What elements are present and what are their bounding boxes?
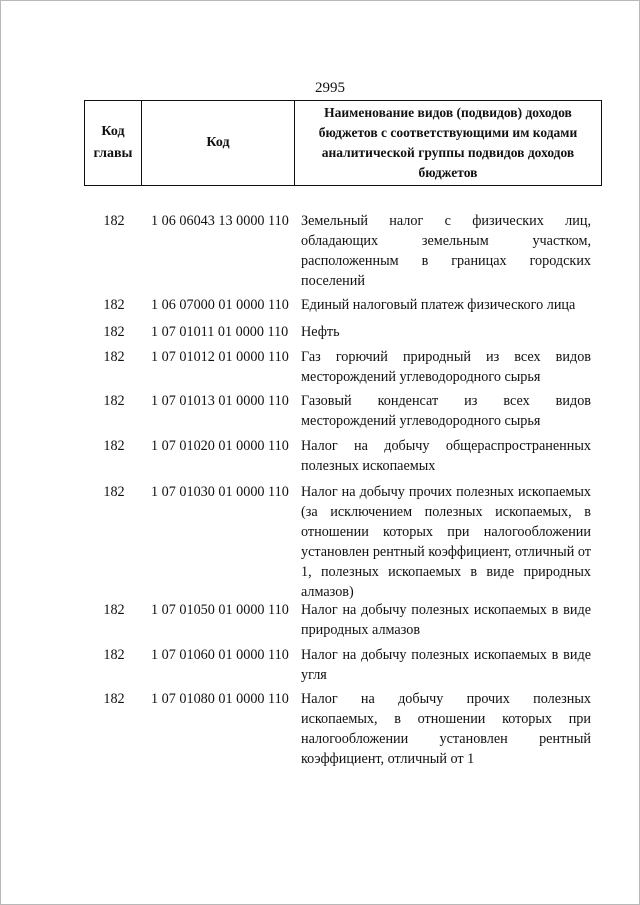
row-chapter: 182 — [103, 213, 125, 229]
row-code: 1 07 01012 01 0000 110 — [151, 349, 289, 365]
row-code: 1 06 06043 13 0000 110 — [151, 213, 289, 229]
row-name: Нефть — [301, 324, 340, 340]
row-chapter: 182 — [103, 602, 125, 618]
table-header — [84, 100, 602, 186]
row-code: 1 07 01013 01 0000 110 — [151, 393, 289, 409]
row-code: 1 07 01080 01 0000 110 — [151, 691, 289, 707]
header-name: Наименование видов (подвидов) доходов бюджетов с соответствующими им кодами аналитической группы подвидов доходов бюджетов — [318, 105, 578, 180]
row-name: Налог на добычу прочих полезных ископаемых (за исключением полезных ископаемых, в отношении которых при налогообложении установлен рентный коэффициент, отличный от 1, полезных ископаемых в виде природных алмазов) — [301, 484, 591, 600]
row-chapter: 182 — [103, 484, 125, 500]
row-chapter: 182 — [103, 393, 125, 409]
row-code: 1 07 01020 01 0000 110 — [151, 438, 289, 454]
row-name: Газ горючий природный из всех видов месторождений углеводородного сырья — [301, 349, 591, 385]
row-code: 1 07 01050 01 0000 110 — [151, 602, 289, 618]
row-chapter: 182 — [103, 438, 125, 454]
row-name: Налог на добычу общераспространенных полезных ископаемых — [301, 438, 591, 474]
row-name: Налог на добычу прочих полезных ископаемых, в отношении которых при налогообложении установлен рентный коэффициент, отличный от 1 — [301, 691, 591, 767]
row-name: Единый налоговый платеж физического лица — [301, 297, 576, 313]
row-chapter: 182 — [103, 647, 125, 663]
row-code: 1 07 01030 01 0000 110 — [151, 484, 289, 500]
row-name: Земельный налог с физических лиц, обладающих земельным участком, расположенным в границах городских поселений — [301, 213, 591, 289]
header-code: Код — [142, 101, 295, 185]
row-code: 1 07 01011 01 0000 110 — [151, 324, 289, 340]
page-number: 2995 — [315, 80, 345, 96]
row-name: Налог на добычу полезных ископаемых в виде угля — [301, 647, 591, 683]
row-name: Налог на добычу полезных ископаемых в виде природных алмазов — [301, 602, 591, 638]
row-name: Газовый конденсат из всех видов месторождений углеводородного сырья — [301, 393, 591, 429]
row-chapter: 182 — [103, 324, 125, 340]
row-code: 1 06 07000 01 0000 110 — [151, 297, 289, 313]
row-code: 1 07 01060 01 0000 110 — [151, 647, 289, 663]
row-chapter: 182 — [103, 297, 125, 313]
row-chapter: 182 — [103, 691, 125, 707]
header-chapter-code: Код главы — [85, 101, 142, 185]
row-chapter: 182 — [103, 349, 125, 365]
